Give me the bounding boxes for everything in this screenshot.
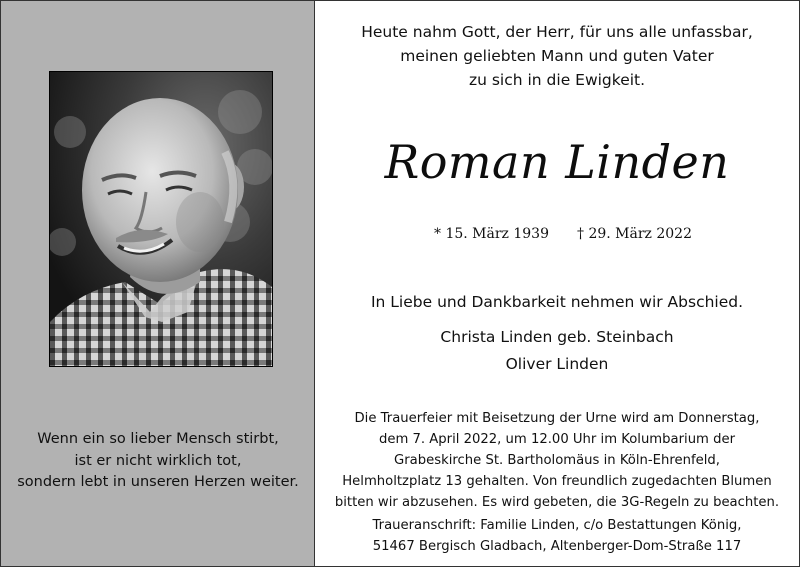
service-line: dem 7. April 2022, um 12.00 Uhr im Kolumbarium der xyxy=(378,432,735,447)
death-date: † 29. März 2022 xyxy=(577,226,692,242)
quote-line: ist er nicht wirklich tot, xyxy=(74,452,242,469)
address-line: Traueranschrift: Familie Linden, c/o Bestattungen König, xyxy=(372,518,742,533)
intro-text xyxy=(316,20,798,92)
deceased-name: Roman Linden xyxy=(384,135,730,189)
farewell-text: In Liebe und Dankbarkeit nehmen wir Abschied. xyxy=(370,293,744,311)
intro-line: Heute nahm Gott, der Herr, für uns alle unfassbar, xyxy=(361,23,753,41)
family-member: Christa Linden geb. Steinbach xyxy=(440,328,674,346)
family-member: Oliver Linden xyxy=(505,355,609,373)
service-details xyxy=(316,408,798,513)
portrait-photo xyxy=(49,71,273,367)
intro-line: zu sich in die Ewigkeit. xyxy=(468,71,646,89)
address-line: 51467 Bergisch Gladbach, Altenberger-Dom-Straße 117 xyxy=(372,539,742,554)
birth-date: * 15. März 1939 xyxy=(434,226,549,242)
mourning-address xyxy=(316,515,798,557)
service-line: Grabeskirche St. Bartholomäus in Köln-Ehrenfeld, xyxy=(394,453,720,468)
life-dates xyxy=(322,224,800,244)
right-panel xyxy=(316,0,798,565)
intro-line: meinen geliebten Mann und guten Vater xyxy=(400,47,714,65)
left-panel xyxy=(1,1,314,566)
panel-divider xyxy=(314,1,315,566)
service-line: Die Trauerfeier mit Beisetzung der Urne wird am Donnerstag, xyxy=(354,411,760,426)
family-names xyxy=(316,324,798,378)
quote-line: Wenn ein so lieber Mensch stirbt, xyxy=(37,431,279,447)
service-line: Helmholtzplatz 13 gehalten. Von freundlich zugedachten Blumen xyxy=(342,474,772,489)
service-line: bitten wir abzusehen. Es wird gebeten, die 3G-Regeln zu beachten. xyxy=(334,495,780,510)
quote-line: sondern lebt in unseren Herzen weiter. xyxy=(17,474,299,490)
memorial-quote xyxy=(1,429,315,494)
